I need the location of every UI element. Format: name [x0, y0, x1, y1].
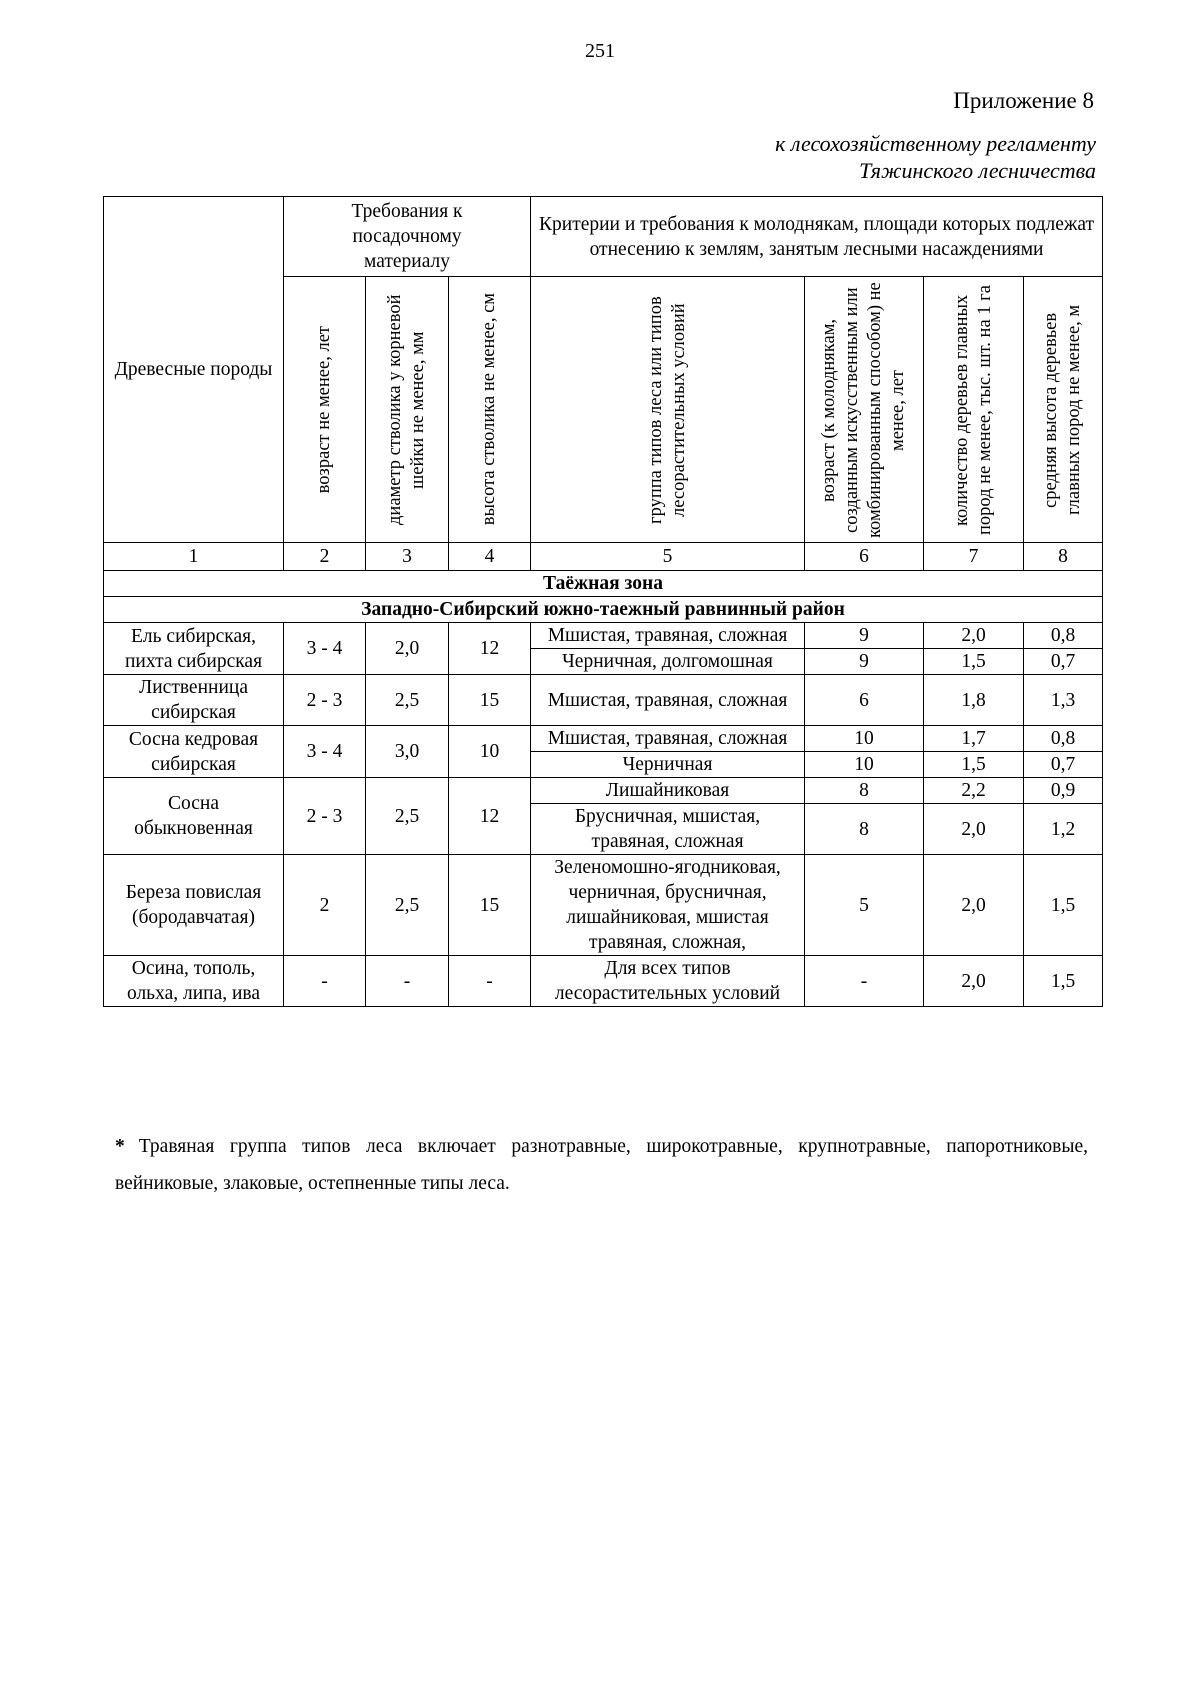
tree-count-cell: 1,7: [924, 726, 1024, 752]
table-body: [104, 623, 1103, 1007]
young-age-cell: 10: [805, 752, 924, 778]
diameter-cell: 2,5: [366, 855, 449, 956]
column-number: 3: [366, 543, 449, 571]
header-species: Древесные породы: [104, 197, 284, 543]
height-cell: 15: [449, 855, 531, 956]
species-cell: Сосна кедровая сибирская: [104, 726, 284, 778]
table-row: [104, 726, 1103, 752]
table-row: [104, 623, 1103, 649]
header-criteria-group: Критерии и требования к молоднякам, площади которых подлежат отнесению к землям, занятым лесными насаждениями: [531, 197, 1103, 277]
forest-group-cell: Мшистая, травяная, сложная: [531, 623, 805, 649]
age-cell: 3 - 4: [284, 623, 366, 675]
avg-height-cell: 0,7: [1024, 752, 1103, 778]
footnote: [115, 1128, 1088, 1202]
tree-count-cell: 1,5: [924, 649, 1024, 675]
diameter-cell: -: [366, 956, 449, 1007]
forest-group-cell: Мшистая, травяная, сложная: [531, 675, 805, 726]
tree-count-cell: 2,2: [924, 778, 1024, 804]
tree-count-cell: 2,0: [924, 623, 1024, 649]
young-age-cell: 10: [805, 726, 924, 752]
age-cell: 2 - 3: [284, 778, 366, 855]
column-number: 5: [531, 543, 805, 571]
avg-height-cell: 1,3: [1024, 675, 1103, 726]
tree-count-cell: 2,0: [924, 956, 1024, 1007]
young-age-cell: 5: [805, 855, 924, 956]
species-cell: Осина, тополь, ольха, липа, ива: [104, 956, 284, 1007]
table-row: [104, 778, 1103, 804]
header-height: высота стволика не менее, см: [449, 277, 531, 543]
avg-height-cell: 0,8: [1024, 726, 1103, 752]
species-cell: Береза повислая (бородавчатая): [104, 855, 284, 956]
species-cell: Лиственница сибирская: [104, 675, 284, 726]
column-number: 6: [805, 543, 924, 571]
header-diameter: диаметр стволика у корневой шейки не менее, мм: [366, 277, 449, 543]
young-age-cell: 8: [805, 778, 924, 804]
height-cell: 12: [449, 778, 531, 855]
diameter-cell: 2,0: [366, 623, 449, 675]
forest-group-cell: Зеленомошно-ягодниковая, черничная, брусничная, лишайниковая, мшистая травяная, сложная,: [531, 855, 805, 956]
zone-heading: Таёжная зона: [104, 571, 1103, 597]
avg-height-cell: 1,5: [1024, 855, 1103, 956]
forest-group-cell: Мшистая, травяная, сложная: [531, 726, 805, 752]
tree-count-cell: 1,8: [924, 675, 1024, 726]
table-row: [104, 956, 1103, 1007]
tree-count-cell: 1,5: [924, 752, 1024, 778]
header-avg-height: средняя высота деревьев главных пород не менее, м: [1024, 277, 1103, 543]
avg-height-cell: 0,8: [1024, 623, 1103, 649]
avg-height-cell: 1,5: [1024, 956, 1103, 1007]
table-row: [104, 855, 1103, 956]
footnote-text: Травяная группа типов леса включает разнотравные, широкотравные, крупнотравные, папоротниковые, вейниковые, злаковые, остепненные типы леса.: [115, 1136, 1088, 1194]
table-header: [104, 197, 1103, 623]
tree-count-cell: 2,0: [924, 855, 1024, 956]
footnote-mark: *: [115, 1136, 125, 1157]
column-number: 2: [284, 543, 366, 571]
region-heading: Западно-Сибирский южно-таежный равнинный район: [104, 597, 1103, 623]
young-age-cell: 6: [805, 675, 924, 726]
appendix-subtitle: [775, 130, 1096, 184]
forest-group-cell: Черничная, долгомошная: [531, 649, 805, 675]
species-cell: Ель сибирская, пихта сибирская: [104, 623, 284, 675]
height-cell: 12: [449, 623, 531, 675]
avg-height-cell: 0,9: [1024, 778, 1103, 804]
age-cell: -: [284, 956, 366, 1007]
page-number: 251: [585, 40, 615, 62]
column-number: 7: [924, 543, 1024, 571]
tree-count-cell: 2,0: [924, 804, 1024, 855]
young-age-cell: 8: [805, 804, 924, 855]
header-planting-group: Требования к посадочному материалу: [284, 197, 531, 277]
appendix-subtitle-line1: к лесохозяйственному регламенту: [775, 131, 1096, 156]
avg-height-cell: 1,2: [1024, 804, 1103, 855]
young-age-cell: 9: [805, 623, 924, 649]
forest-group-cell: Черничная: [531, 752, 805, 778]
column-number-row: [104, 543, 1103, 571]
age-cell: 2: [284, 855, 366, 956]
diameter-cell: 3,0: [366, 726, 449, 778]
age-cell: 3 - 4: [284, 726, 366, 778]
diameter-cell: 2,5: [366, 778, 449, 855]
header-young-age: возраст (к молоднякам, созданным искусственным или комбинированным способом) не менее, лет: [805, 277, 924, 543]
appendix-subtitle-line2: Тяжинского лесничества: [859, 158, 1096, 183]
height-cell: -: [449, 956, 531, 1007]
young-age-cell: 9: [805, 649, 924, 675]
forest-group-cell: Лишайниковая: [531, 778, 805, 804]
height-cell: 15: [449, 675, 531, 726]
age-cell: 2 - 3: [284, 675, 366, 726]
diameter-cell: 2,5: [366, 675, 449, 726]
forest-group-cell: Брусничная, мшистая, травяная, сложная: [531, 804, 805, 855]
height-cell: 10: [449, 726, 531, 778]
header-tree-count: количество деревьев главных пород не менее, тыс. шт. на 1 га: [924, 277, 1024, 543]
header-age: возраст не менее, лет: [284, 277, 366, 543]
table-row: [104, 675, 1103, 726]
forest-group-cell: Для всех типов лесорастительных условий: [531, 956, 805, 1007]
column-number: 1: [104, 543, 284, 571]
header-forest-group: группа типов леса или типов лесорастительных условий: [531, 277, 805, 543]
young-age-cell: -: [805, 956, 924, 1007]
species-cell: Сосна обыкновенная: [104, 778, 284, 855]
avg-height-cell: 0,7: [1024, 649, 1103, 675]
regulation-table: [103, 196, 1103, 1007]
appendix-title: Приложение 8: [953, 88, 1094, 113]
column-number: 8: [1024, 543, 1103, 571]
column-number: 4: [449, 543, 531, 571]
